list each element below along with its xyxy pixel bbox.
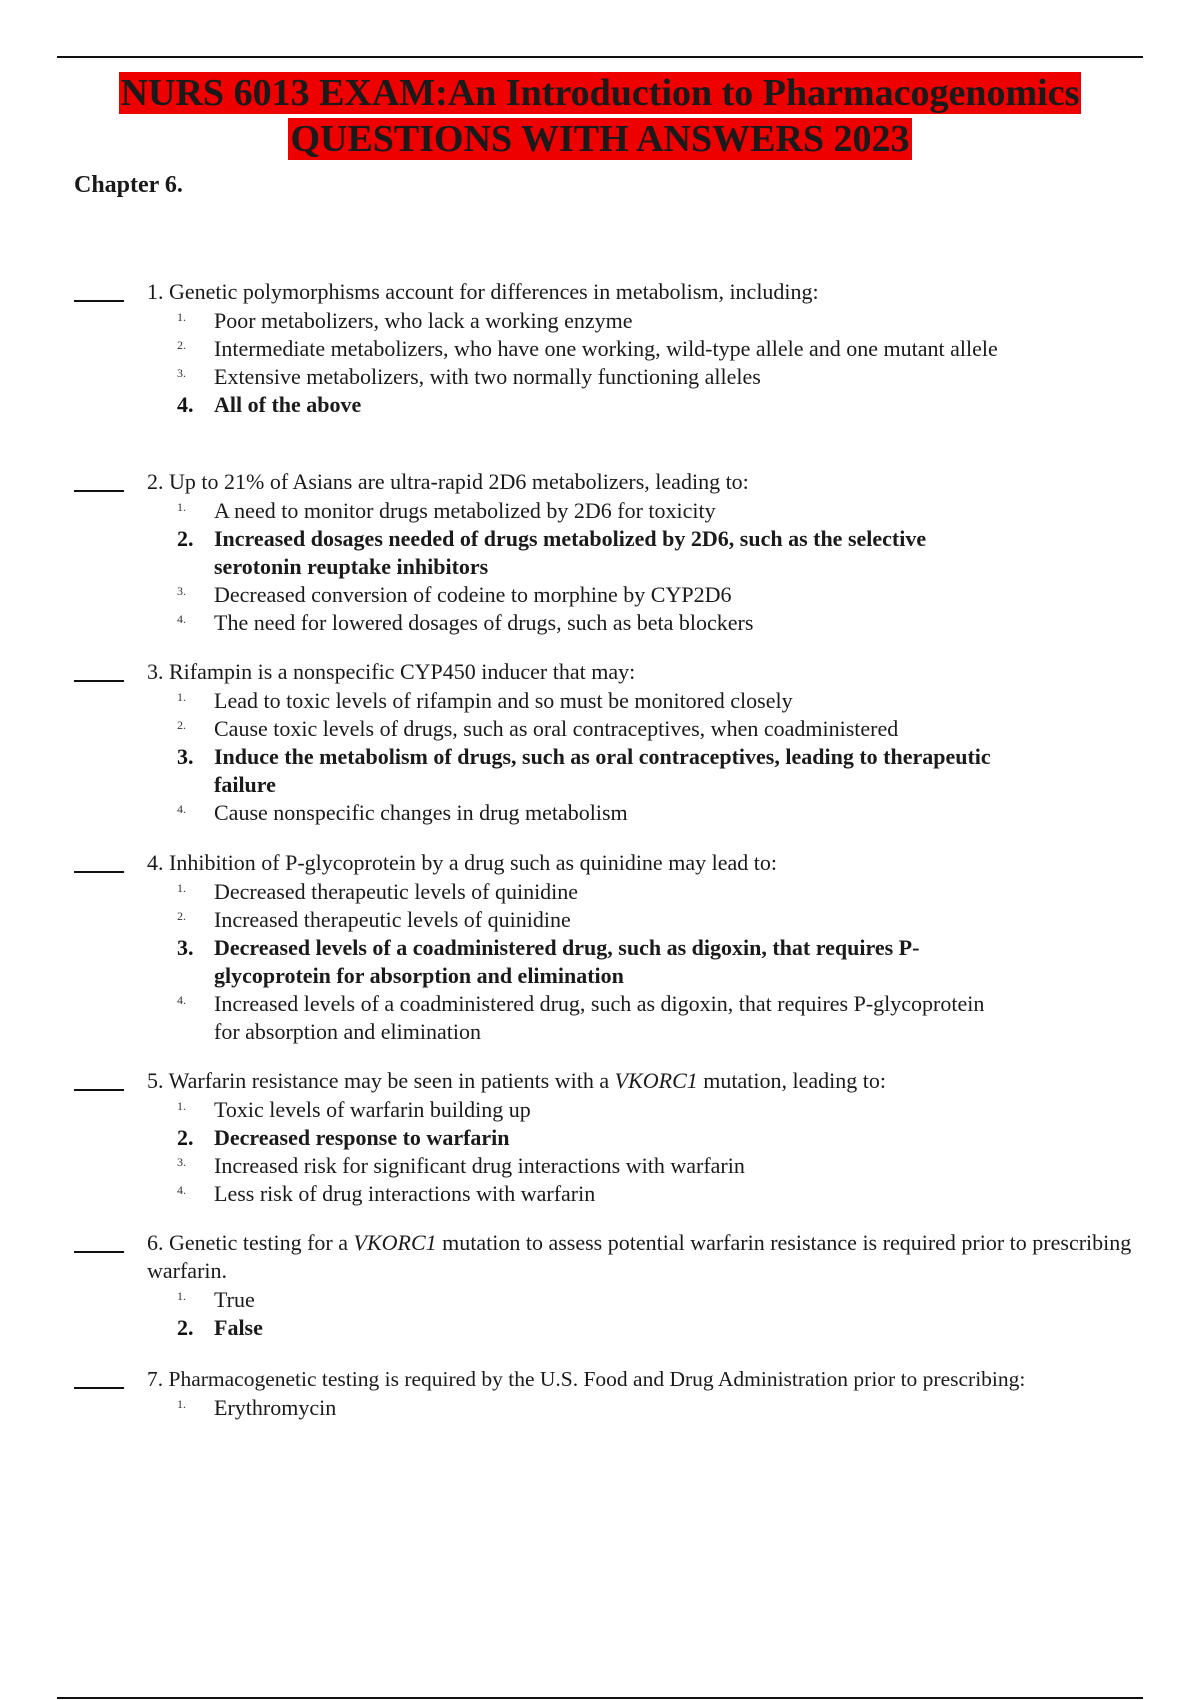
answer-blank bbox=[74, 1089, 124, 1091]
answer-blank bbox=[74, 680, 124, 682]
option: 1. True bbox=[177, 1287, 255, 1312]
option: 1. Erythromycin bbox=[177, 1395, 337, 1420]
chapter-heading: Chapter 6. bbox=[74, 172, 183, 198]
answer-blank bbox=[74, 871, 124, 873]
question-text: 1. Genetic polymorphisms account for differences in metabolism, including: bbox=[147, 279, 819, 304]
option-correct: 3. Decreased levels of a coadministered drug, such as digoxin, that requires P- glycoprotein for absorption and elimination bbox=[177, 935, 920, 988]
option: 2. Intermediate metabolizers, who have one working, wild-type allele and one mutant allele bbox=[177, 336, 998, 361]
question-text: 7. Pharmacogenetic testing is required by the U.S. Food and Drug Administration prior to prescribing: bbox=[147, 1367, 1026, 1391]
title-line-2: QUESTIONS WITH ANSWERS 2023 bbox=[290, 118, 910, 160]
option: 3. Increased risk for significant drug interactions with warfarin bbox=[177, 1153, 745, 1178]
option-correct: 2. Decreased response to warfarin bbox=[177, 1125, 510, 1150]
option: 4. The need for lowered dosages of drugs, such as beta blockers bbox=[177, 610, 754, 635]
option-correct: 4. All of the above bbox=[177, 392, 362, 417]
option: 1. Poor metabolizers, who lack a working enzyme bbox=[177, 308, 633, 333]
option: 4. Less risk of drug interactions with warfarin bbox=[177, 1181, 596, 1206]
option: 4. Increased levels of a coadministered drug, such as digoxin, that requires P-glycoprotein for absorption and elimination bbox=[177, 991, 985, 1044]
question-text: 5. Warfarin resistance may be seen in patients with a VKORC1 mutation, leading to: bbox=[147, 1068, 886, 1093]
option: 1. Decreased therapeutic levels of quinidine bbox=[177, 879, 579, 904]
option: 1. Toxic levels of warfarin building up bbox=[177, 1097, 531, 1122]
top-rule bbox=[57, 56, 1143, 58]
option: 4. Cause nonspecific changes in drug metabolism bbox=[177, 800, 628, 825]
question-text: 3. Rifampin is a nonspecific CYP450 inducer that may: bbox=[147, 659, 636, 684]
option-correct: 3. Induce the metabolism of drugs, such as oral contraceptives, leading to therapeutic failure bbox=[177, 744, 991, 797]
title-line-1: NURS 6013 EXAM:An Introduction to Pharmacogenomics bbox=[120, 72, 1080, 114]
page-title bbox=[57, 70, 1143, 162]
question-text: 4. Inhibition of P-glycoprotein by a drug such as quinidine may lead to: bbox=[147, 850, 777, 875]
option-correct: 2. Increased dosages needed of drugs metabolized by 2D6, such as the selective serotonin reuptake inhibitors bbox=[177, 526, 927, 579]
option: 2. Cause toxic levels of drugs, such as oral contraceptives, when coadministered bbox=[177, 716, 899, 741]
option-correct: 2. False bbox=[177, 1315, 263, 1340]
option: 2. Increased therapeutic levels of quinidine bbox=[177, 907, 571, 932]
answer-blank bbox=[74, 490, 124, 492]
option: 3. Extensive metabolizers, with two normally functioning alleles bbox=[177, 364, 761, 389]
answer-blank bbox=[74, 1251, 124, 1253]
question-text: 6. Genetic testing for a VKORC1 mutation to assess potential warfarin resistance is required prior to prescribing warfarin. bbox=[147, 1230, 1132, 1283]
answer-blank bbox=[74, 300, 124, 302]
bottom-rule bbox=[57, 1697, 1143, 1699]
option: 3. Decreased conversion of codeine to morphine by CYP2D6 bbox=[177, 582, 732, 607]
answer-blank bbox=[74, 1387, 124, 1389]
option: 1. Lead to toxic levels of rifampin and so must be monitored closely bbox=[177, 688, 793, 713]
question-text: 2. Up to 21% of Asians are ultra-rapid 2D6 metabolizers, leading to: bbox=[147, 469, 749, 494]
option: 1. A need to monitor drugs metabolized by 2D6 for toxicity bbox=[177, 498, 716, 523]
